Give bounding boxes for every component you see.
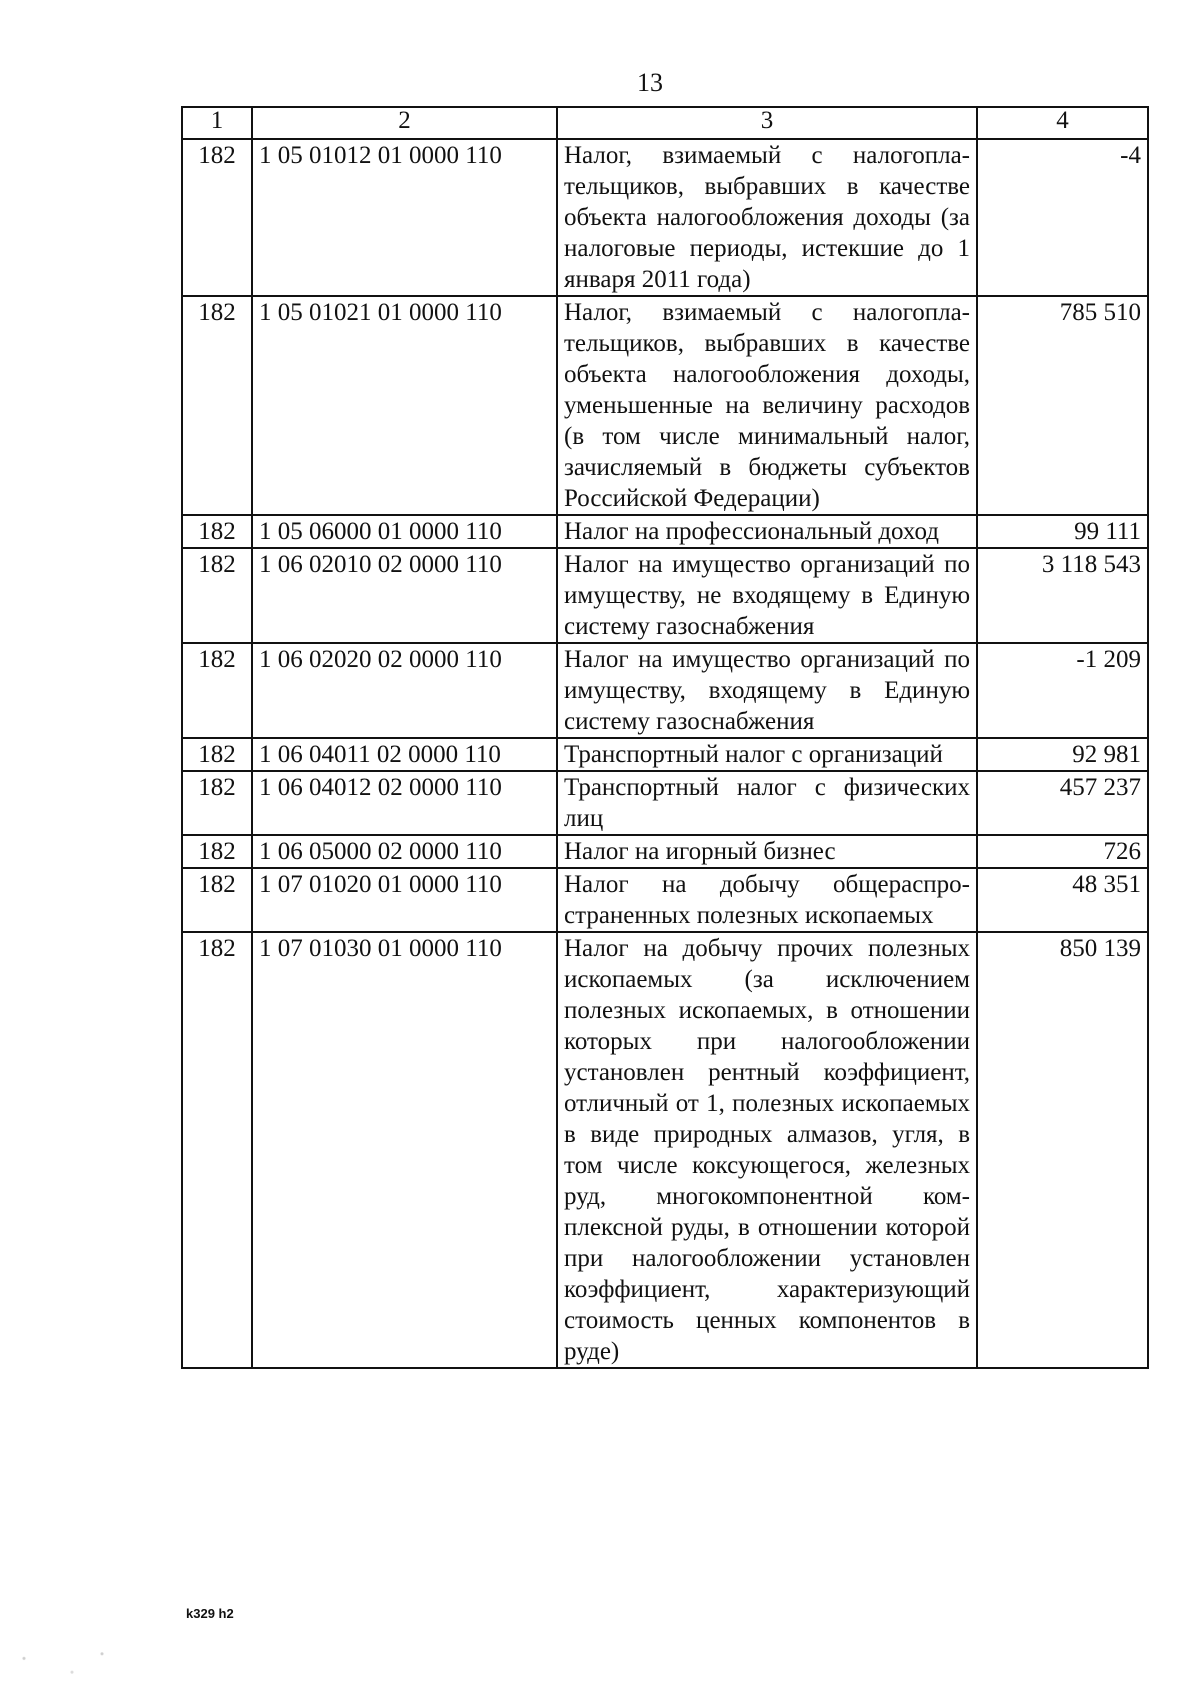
amount-cell: -1 209 <box>977 643 1148 738</box>
description-cell: Налог, взимаемый с налогоплательщиков, выбравших в качестве объекта налогообложения доходы (за налоговые периоды, истекшие до 1 января 2011 года) <box>557 139 977 296</box>
description-cell: Налог на добычу прочих полезных ископаемых (за исключением полезных ископаемых, в отношении которых при налогообложении установлен рентный коэффициент, отличный от 1, полезных ископаемых в виде природных алмазов, угля, в том числе коксующегося, железных руд, многокомпонентной комплексной руды, в отношении которой при налогообложении установлен коэффициент, характеризующий стоимость ценных компонентов в руде) <box>557 932 977 1368</box>
table-row <box>182 932 1148 1368</box>
admin-code-cell: 182 <box>182 738 252 771</box>
admin-code-cell: 182 <box>182 139 252 296</box>
admin-code-cell: 182 <box>182 296 252 515</box>
amount-cell: 785 510 <box>977 296 1148 515</box>
admin-code-cell: 182 <box>182 932 252 1368</box>
description-cell: Налог на добычу общераспространенных полезных ископаемых <box>557 868 977 932</box>
budget-code-cell: 1 06 02020 02 0000 110 <box>252 643 557 738</box>
table-header-row <box>182 107 1148 139</box>
page-number: 13 <box>637 68 663 97</box>
table-row <box>182 771 1148 835</box>
column-header: 2 <box>252 107 557 139</box>
amount-cell: 850 139 <box>977 932 1148 1368</box>
description-cell: Налог на профессиональный доход <box>557 515 977 548</box>
budget-code-cell: 1 06 04011 02 0000 110 <box>252 738 557 771</box>
budget-code-cell: 1 06 05000 02 0000 110 <box>252 835 557 868</box>
scan-artifact <box>0 1640 120 1686</box>
budget-code-cell: 1 05 06000 01 0000 110 <box>252 515 557 548</box>
table-row <box>182 515 1148 548</box>
description-cell: Транспортный налог с организаций <box>557 738 977 771</box>
column-header: 4 <box>977 107 1148 139</box>
admin-code-cell: 182 <box>182 771 252 835</box>
column-header: 3 <box>557 107 977 139</box>
amount-cell: 457 237 <box>977 771 1148 835</box>
table-row <box>182 296 1148 515</box>
table-row <box>182 738 1148 771</box>
admin-code-cell: 182 <box>182 515 252 548</box>
description-cell: Транспортный налог с физических лиц <box>557 771 977 835</box>
budget-code-cell: 1 05 01021 01 0000 110 <box>252 296 557 515</box>
admin-code-cell: 182 <box>182 643 252 738</box>
description-cell: Налог на имущество организаций по имуществу, не входящему в Единую систему газоснабжения <box>557 548 977 643</box>
revenue-table <box>181 106 1149 1369</box>
amount-cell: 3 118 543 <box>977 548 1148 643</box>
description-cell: Налог на имущество организаций по имуществу, входящему в Единую систему газоснабжения <box>557 643 977 738</box>
table-row <box>182 643 1148 738</box>
amount-cell: 92 981 <box>977 738 1148 771</box>
description-cell: Налог, взимаемый с налогоплательщиков, выбравших в качестве объекта налогообложения доходы, уменьшенные на величину расходов (в том числе минимальный налог, зачисляемый в бюджеты субъектов Российской Федерации) <box>557 296 977 515</box>
table-row <box>182 868 1148 932</box>
budget-code-cell: 1 06 02010 02 0000 110 <box>252 548 557 643</box>
table-row <box>182 139 1148 296</box>
admin-code-cell: 182 <box>182 835 252 868</box>
amount-cell: 726 <box>977 835 1148 868</box>
amount-cell: 48 351 <box>977 868 1148 932</box>
budget-code-cell: 1 06 04012 02 0000 110 <box>252 771 557 835</box>
footer-document-code: k329 h2 <box>186 1606 234 1621</box>
budget-code-cell: 1 07 01020 01 0000 110 <box>252 868 557 932</box>
admin-code-cell: 182 <box>182 868 252 932</box>
description-cell: Налог на игорный бизнес <box>557 835 977 868</box>
column-header: 1 <box>182 107 252 139</box>
admin-code-cell: 182 <box>182 548 252 643</box>
table-row <box>182 835 1148 868</box>
amount-cell: 99 111 <box>977 515 1148 548</box>
budget-code-cell: 1 05 01012 01 0000 110 <box>252 139 557 296</box>
budget-code-cell: 1 07 01030 01 0000 110 <box>252 932 557 1368</box>
amount-cell: -4 <box>977 139 1148 296</box>
table-row <box>182 548 1148 643</box>
